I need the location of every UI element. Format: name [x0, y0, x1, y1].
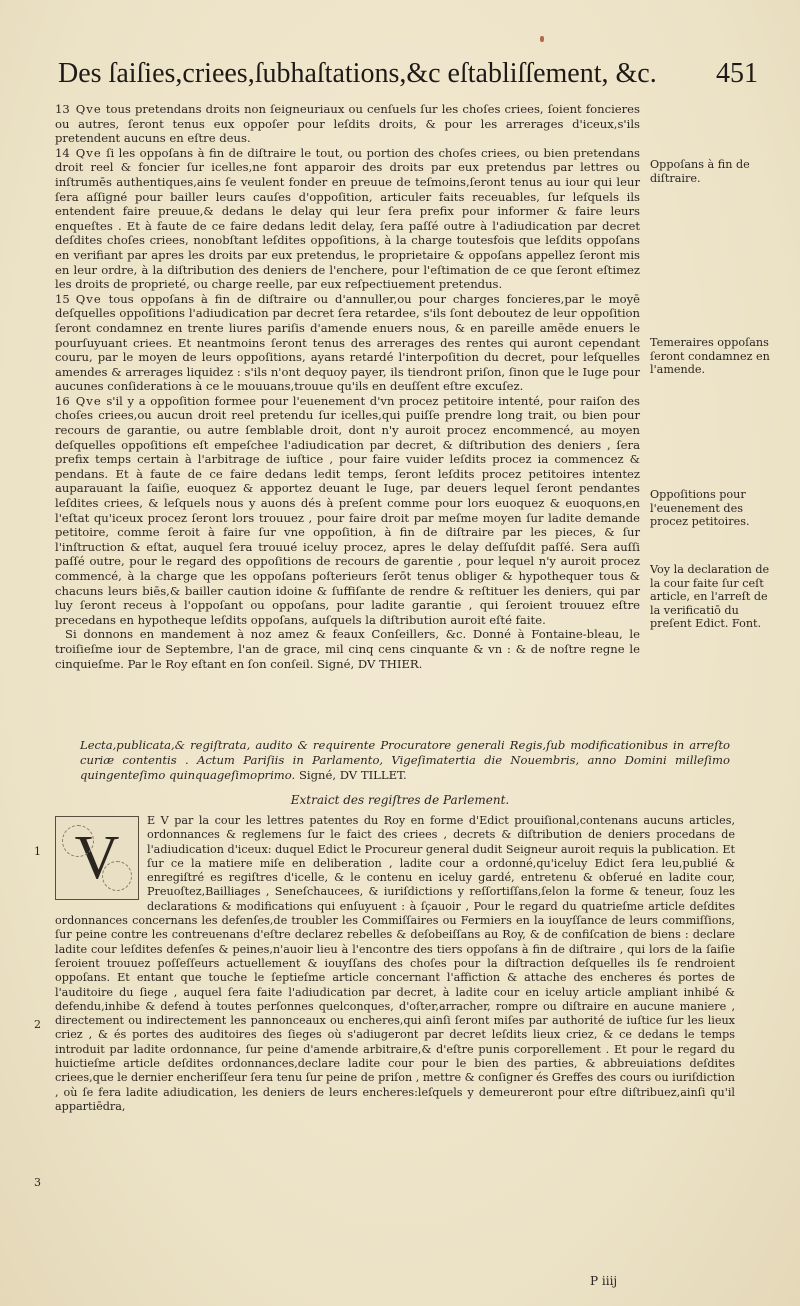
registration-signature: Signé, DV TILLET. [298, 768, 407, 782]
margin-number-2: 2 [34, 1018, 41, 1031]
sidenote-procez: Oppoſitions pour l'euenement des procez petitoires. [650, 488, 750, 528]
main-column [55, 102, 640, 671]
margin-number-1: 1 [34, 845, 41, 858]
article-16: 16 Qve s'il y a oppoſition formee pour l'euenement d'vn procez petitoire intenté, pour raiſon des choſes criees,ou aucun droit reel pretendu ſur icelles,qui puiſſe prendre long trait, ou bien pour recours de garantie, ou autre ſemblable droit, dont n'y auroit procez encommencé, au moyen deſquelles oppoſitions eſt empeſchee l'adiudication par decret, & diſtribution des deniers , ſera prefix temps certain à l'arbitrage de iuſtice , pour faire vuider leſdits procez ia commencez & pendans. Et à faute de ce faire dedans ledit temps, ſeront leſdits procez petitoires intentez auparauant la ſaiſie, euoquez & apportez deuant le Iuge, par deuers lequel ſeront pendantes leſdites criees, & leſquels nous y auons dés à preſent comme pour lors euoquez & euoquons,en l'eſtat qu'iceux procez ſeront lors trouuez , pour faire droit par meſme moyen ſur ladite demande petitoire, comme ſeroit à faire ſur vne oppoſition, à fin de diſtraire par les pieces, & ſur l'inſtruction & eſtat, auquel ſera trouué iceluy procez, apres le delay deſſuſdit paſſé. Sera auſſi paſſé outre, pour le regard des oppoſitions de recours de garentie , pour lequel n'y auroit procez commencé, à la charge que les oppoſans poſterieurs ſerōt tenus obliger & hypothequer tous & chacuns leurs biēs,& bailler caution idoine & ſuffiſante de rendre & reſtituer les deniers, qui par luy ſeront receus à l'oppoſant ou oppoſans, pour ladite garantie , qui ſeroient trouuez eſtre precedans en hypotheque leſdits oppoſans, auſquels la diſtribution auroit eſté faite. [55, 393, 640, 627]
closing-paragraph: Si donnons en mandement à noz amez & feaux Conſeillers, &c. Donné à Fontaine-bleau, le troiſieſme iour de Septembre, l'an de grace, mil cinq cens cinquante & vn : & de noſtre regne le cinquieſme. Par le Roy eſtant en ſon conſeil. Signé, DV THIER. [55, 627, 640, 671]
sidenote-temeraires: Temeraires oppoſans ſeront condamnez en l'amende. [650, 336, 770, 376]
registration-note [80, 738, 730, 783]
sidenote-declaration: Voy la declaration de la cour faite ſur ceſt article, en l'arreſt de la verificatiō du preſent Edict. Font. [650, 563, 770, 630]
registration-text: Lecta,publicata,& regiſtrata, audito & requirente Procuratore generali Regis,ſub modificationibus in arreſto curiæ contentis . Actum Pariſiis in Parlamento, Vigeſimatertia die Nouembris, anno Domini milleſimo quingenteſimo quinquageſimoprimo. [80, 738, 730, 782]
running-header [58, 58, 758, 90]
article-15: 15 Qve tous oppoſans à fin de diſtraire ou d'annuller,ou pour charges foncieres,par le moyē deſquelles oppoſitions l'adiudication par decret ſera retardee, s'ils ſont deboutez de leur oppoſition ſeront condamnez en trente liures pariſis d'amende enuers nous, & en pareille amēde enuers le pourſuyuant criees. Et neantmoins ſeront tenus des arrerages des rentes qui auront cependant couru, par le moyen de leurs oppoſitions, ayans retardé l'interpoſition du decret, pour leſquelles amendes & arrerages liquidez : s'ils n'ont dequoy payer, ils tiendront priſon, ſinon que le Iuge pour aucunes conſiderations à ce le mouuans,trouue qu'ils en deuſſent eſtre excuſez. [55, 291, 640, 394]
signature-mark: P iiij [590, 1274, 618, 1288]
sidenote-distraire: Oppoſans à fin de diſtraire. [650, 158, 750, 185]
extract-body [55, 814, 735, 1114]
article-14: 14 Qve ſi les oppoſans à fin de diſtraire le tout, ou portion des choſes criees, ou bien pretendans droit reel & foncier ſur icelles,ne font apparoir des droits par eux pretendus par lettres ou inſtrumēs authentiques,ains ſe veulent fonder en preuue de teſmoins,ſeront tenus au iour qui leur ſera aſſigné pour bailler leurs cauſes d'oppoſition, articuler faits receuables, ſur leſquels ils entendent faire preuue,& dedans le delay qui leur ſera prefix pour informer & faire leurs enqueſtes . Et à faute de ce faire dedans ledit delay, ſera paſſé outre à l'adiudication par decret deſdites choſes criees, nonobſtant leſdites oppoſitions, à la charge toutesfois que leſdits oppoſans en verifiant par apres les droits par eux pretendus, le proprietaire & oppoſans appellez ſeront mis en leur ordre, à la diſtribution des deniers de l'enchere, pour l'eſtimation de ce que ſeront eſtimez les droits de proprieté, ou charge reelle, par eux reſpectiuement pretendus. [55, 145, 640, 292]
header-title: Des ſaiſies,criees,ſubhaſtations,&c eſtabliſſement, &c. [58, 58, 657, 89]
page-number: 451 [716, 58, 758, 89]
decorated-initial: V [55, 816, 139, 900]
article-13: 13 Qve tous pretendans droits non ſeigneuriaux ou cenſuels ſur les choſes criees, ſoient foncieres ou autres, ſeront tenus eux oppoſer pour leſdits droits, & pour les arrerages d'iceux,s'ils pretendent aucuns en eſtre deus. [55, 102, 640, 146]
extract-title: Extraict des regiſtres de Parlement. [290, 793, 510, 807]
margin-number-3: 3 [34, 1176, 41, 1189]
extract-text: E V par la cour les lettres patentes du Roy en forme d'Edict prouiſional,contenans aucuns articles, ordonnances & reglemens ſur le faict des criees , decrets & diſtribution de deniers procedans de l'adiudication d'iceux: duquel Edict le Procureur general dudit Seigneur auroit requis la publication. Et ſur ce la matiere miſe en deliberation , ladite cour a ordonné,qu'iceluy Edict ſera leu,publié & enregiſtré es regiſtres d'icelle, & le contenu en iceluy gardé, entretenu & obſerué en ladite cour, Preuoſtez,Bailliages , Seneſchaucees, & iuriſdictions y reſſortiſſans,ſelon la forme & teneur, ſouz les declarations & modifications qui enſuyuent : à ſçauoir , Pour le regard du quatrieſme article deſdites ordonnances concernans les defenſes,de troubler les Commiſſaires ou Fermiers en la iouyſſance de leurs commiſſions, ſur peine contre les contreuenans d'eſtre declarez rebelles & deſobeiſſans au Roy, & de confiſcation de biens : declare ladite cour leſdites defenſes & peines,n'auoir lieu à l'encontre des tiers oppoſans à fin de diſtraire , qui lors de la ſaiſie ſeroient trouuez poſſeſſeurs actuellement & iouyſſans des choſes pour la diſtraction deſquelles ils ſe rendroient oppoſans. Et entant que touche le ſeptieſme article concernant l'affiction & attache des encheres és portes de l'auditoire du ſiege , auquel ſera faite l'adiudication par decret, à ladite cour en iceluy article ampliant inhibé & defendu,inhibe & defend à toutes perſonnes quelconques, d'oſter,arracher, rompre ou diſtraire en aucune maniere , directement ou indirectement les pannonceaux ou encheres,qui ainſi ſeront miſes par authorité de iuſtice ſur les lieux criez , & és portes des auditoires des ſieges où s'adiugeront par decret leſdits lieux criez, & ce dedans le temps introduit par ladite ordonnance, ſur peine d'amende arbitraire,& d'eſtre punis corporellement . Et pour le regard du huictieſme article deſdites ordonnances,declare ladite cour pour le bien des parties, & abbreuiations deſdites criees,que le dernier encheriſſeur ſera tenu ſur peine de priſon , mettre & conſigner és Greffes des cours ou iuriſdiction , où ſe fera ladite adiudication, les deniers de leurs encheres:leſquels y demeureront pour eſtre diſtribuez,ainſi qu'il appartiēdra, [55, 814, 735, 1113]
ink-speck [540, 36, 544, 42]
